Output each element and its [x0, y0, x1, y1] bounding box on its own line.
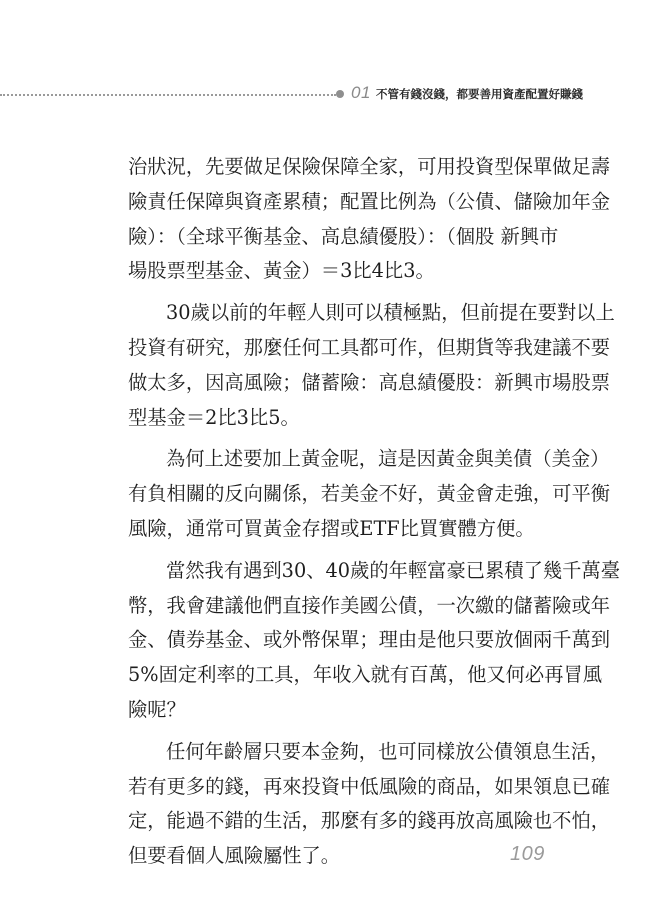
text-line: 幣，我會建議他們直接作美國公債，一次繳的儲蓄險或年 [128, 593, 611, 617]
paragraph [128, 735, 611, 874]
chapter-title: 不管有錢沒錢，都要善用資產配置好賺錢 [376, 87, 583, 101]
chapter-number: 01 [351, 83, 371, 102]
text-line: 型基金＝2比3比5。 [128, 405, 300, 429]
paragraph [128, 442, 611, 546]
text-line: 30歲以前的年輕人則可以積極點，但前提在要對以上 [166, 301, 615, 325]
page-number: 109 [510, 843, 545, 865]
paragraph [128, 554, 620, 728]
text-line: 但要看個人風險屬性了。 [128, 844, 341, 868]
text-line: 金、債券基金、或外幣保單；理由是他只要放個兩千萬到 [128, 628, 611, 652]
text-line: 投資有研究，那麼任何工具都可作，但期貨等我建議不要 [128, 335, 611, 359]
text-line: 治狀況，先要做足保險保障全家，可用投資型保單做足壽 [128, 155, 611, 178]
text-line: 有負相關的反向關係，若美金不好，黃金會走強，可平衡 [128, 482, 611, 506]
paragraph [128, 150, 611, 289]
header-bullet-icon [336, 90, 344, 98]
body-text [128, 150, 620, 881]
text-line: 場股票型基金、黃金）＝3比4比3。 [128, 259, 435, 283]
text-line: 當然我有遇到30、40歲的年輕富豪已累積了幾千萬臺 [166, 558, 620, 582]
text-line: 定，能過不錯的生活，那麼有多的錢再放高風險也不怕， [128, 809, 611, 833]
text-line: 5%固定利率的工具，年收入就有百萬，他又何必再冒風 [128, 663, 603, 687]
text-line: 若有更多的錢，再來投資中低風險的商品，如果領息已確 [128, 774, 611, 798]
running-header [0, 82, 649, 106]
text-line: 任何年齡層只要本金夠，也可同樣放公債領息生活， [166, 739, 610, 763]
text-line: 險責任保障與資產累積；配置比例為（公債、儲險加年金 [128, 189, 611, 213]
paragraph [128, 296, 615, 435]
header-dotted-rule [0, 94, 336, 96]
text-line: 做太多，因高風險；儲蓄險：高息績優股：新興市場股票 [128, 370, 611, 394]
text-line: 為何上述要加上黃金呢，這是因黃金與美債（美金） [166, 447, 610, 471]
text-line: 險）：（全球平衡基金、高息績優股）：（個股 新興市 [128, 224, 559, 248]
text-line: 風險，通常可買黃金存摺或ETF比買實體方便。 [128, 516, 535, 540]
text-line: 險呢？ [128, 697, 186, 721]
